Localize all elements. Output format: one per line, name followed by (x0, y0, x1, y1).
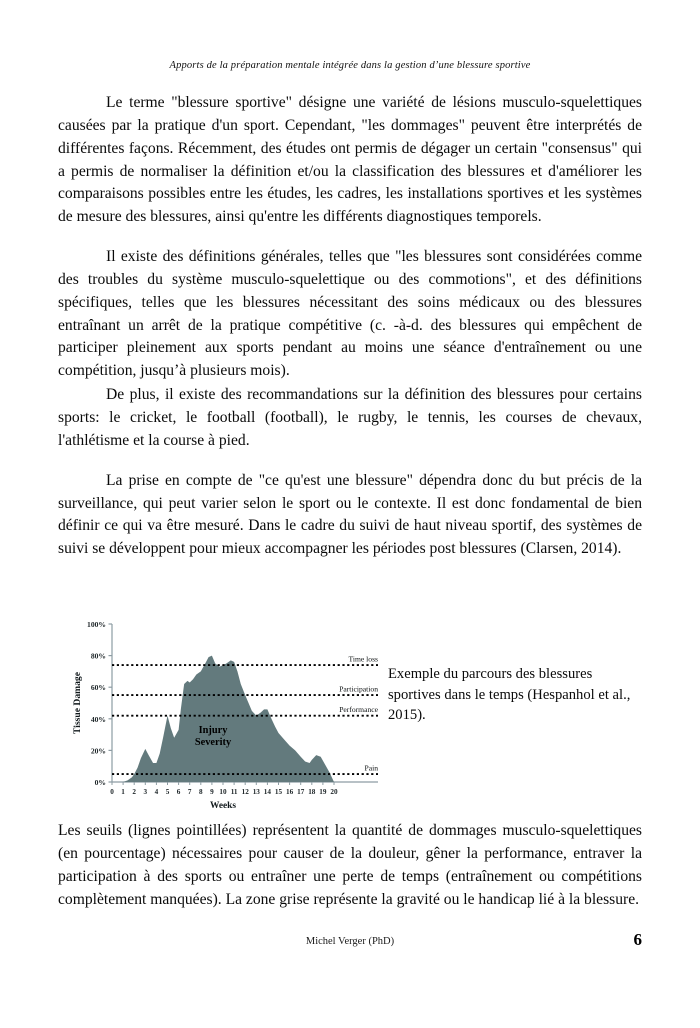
threshold-label: Time loss (348, 654, 378, 664)
y-tick-label: 40% (90, 714, 106, 724)
x-tick-label: 10 (219, 788, 227, 796)
x-tick-label: 17 (297, 788, 305, 796)
x-tick-label: 3 (143, 788, 148, 796)
figure-caption: Exemple du parcours des blessures sportives dans le temps (Hespanhol et al., 2015). (388, 666, 631, 724)
y-tick-label: 80% (90, 651, 106, 661)
y-tick-label: 0% (94, 778, 106, 787)
running-head: Apports de la préparation mentale intégrée dans la gestion d’une blessure sportive (169, 60, 531, 71)
threshold-label: Pain (364, 763, 378, 773)
page-footer (58, 930, 642, 962)
paragraph-4: La prise en compte de "ce qu'est une blessure" dépendra donc du but précis de la surveillance, qui peut varier selon le sport ou le contexte. Il est donc fondamental de bien définir ce qui va être mesuré. Dans le cadre du suivi de haut niveau sportif, des systèmes de suivi se développent pour mieux accompagner les périodes post blessures (Clarsen, 2014). (58, 471, 642, 558)
x-tick-label: 11 (230, 788, 238, 796)
x-axis-title: Weeks (209, 801, 237, 811)
injury-severity-area (112, 656, 334, 782)
y-axis-title: Tissue Damage (72, 672, 83, 734)
x-tick-label: 19 (319, 788, 327, 796)
x-tick-label: 14 (263, 788, 271, 796)
y-tick-label: 20% (90, 746, 106, 756)
chart-annotation: Injury (198, 725, 228, 737)
closing-paragraph: Les seuils (lignes pointillées) représentent la quantité de dommages musculo-squelettiques (en pourcentage) nécessaires pour causer de la douleur, gêner la performance, entraver la participation à des sports ou entraîner une perte de temps (entraînement ou compétitions complètement manquées). La zone grise représente la gravité ou le handicap lié à la blessure. (58, 822, 642, 908)
threshold-label: Performance (339, 705, 378, 715)
y-tick-label: 100% (87, 620, 106, 629)
x-tick-label: 5 (165, 788, 170, 796)
chart-annotation: Severity (194, 737, 232, 749)
x-tick-label: 4 (154, 788, 159, 796)
x-tick-label: 7 (187, 788, 192, 796)
threshold-label: Participation (339, 684, 378, 694)
x-tick-label: 12 (241, 788, 249, 796)
x-tick-label: 16 (286, 788, 294, 796)
x-tick-label: 8 (199, 788, 203, 796)
x-tick-label: 0 (110, 788, 114, 796)
x-tick-label: 13 (252, 788, 260, 796)
paragraph-1: Le terme "blessure sportive" désigne une variété de lésions musculo-squelettiques causées par la pratique d'un sport. Cependant, "les dommages" peuvent être interprétés de différentes façons. Récemment, des études ont permis de dégager un certain "consensus" qui a permis de normaliser la définition et/ou la classification des blessures et d'améliorer les comparaisons possibles entre les études, les cadres, les installations sportives et les systèmes de mesure des blessures, ainsi qu'entre les différents diagnostiques temporels. (58, 94, 642, 226)
x-tick-label: 1 (121, 788, 125, 796)
closing-text-block (58, 820, 642, 911)
paragraph-3: De plus, il existe des recommandations sur la définition des blessures pour certains sports: le cricket, le football (football), le rugby, le tennis, les courses de chevaux, l'athlétisme et la course à pied. (58, 386, 642, 449)
footer-author: Michel Verger (PhD) (305, 936, 395, 947)
y-tick-label: 60% (90, 683, 106, 693)
x-tick-label: 15 (274, 788, 283, 796)
x-tick-label: 20 (330, 788, 338, 796)
body-text-column (58, 92, 642, 561)
injury-severity-chart (62, 612, 392, 817)
x-tick-label: 2 (132, 788, 136, 796)
x-tick-label: 6 (176, 788, 181, 796)
x-tick-label: 18 (308, 788, 316, 796)
footer-page-number: 6 (633, 930, 642, 949)
figure-block (58, 612, 642, 817)
chart-svg (62, 612, 392, 817)
x-tick-label: 9 (210, 788, 214, 796)
paragraph-2: Il existe des définitions générales, telles que "les blessures sont considérées comme des troubles du système musculo-squelettique ou des commotions", et des définitions spécifiques, telles que les blessures nécessitant des soins médicaux ou des blessures entraînant un arrêt de la pratique compétitive (c. -à-d. des blessures qui empêchent de participer pleinement aux sports pendant au moins une séance d'entraînement ou une compétition, jusqu’à plusieurs mois). (58, 248, 642, 380)
